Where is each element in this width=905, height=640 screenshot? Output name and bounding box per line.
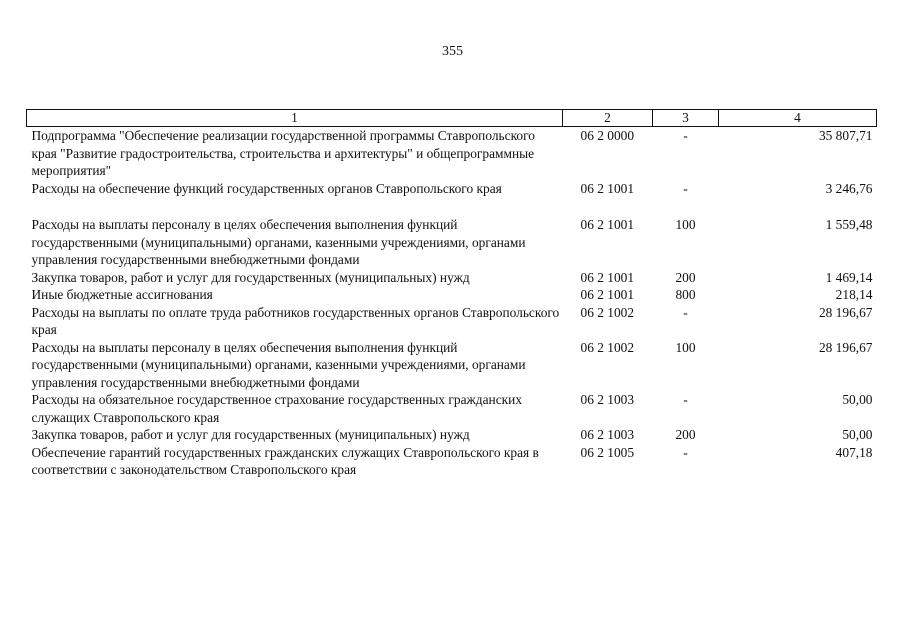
row-amount: 28 196,67	[818, 339, 873, 355]
table-row	[27, 426, 877, 444]
row-type: 200	[675, 269, 696, 285]
column-header-1: 1	[27, 110, 563, 127]
row-type: -	[683, 444, 688, 460]
table-row	[27, 391, 877, 426]
row-code: 06 2 1003	[580, 427, 635, 442]
row-amount: 28 196,67	[818, 304, 873, 320]
row-name: Подпрограмма "Обеспечение реализации государственной программы Ставропольского края "Развитие градостроительства, строительства и архитектуры" и общепрограммные мероприятия"	[31, 128, 535, 178]
table-header-row	[27, 110, 877, 127]
table-row	[27, 286, 877, 304]
table-row	[27, 339, 877, 392]
row-name: Расходы на выплаты персоналу в целях обеспечения выполнения функций государственными (муниципальными) органами, казенными учреждениями, органами управления государственными внебюджетными фондами	[31, 339, 526, 390]
row-code: 06 2 1002	[580, 339, 635, 355]
row-code: 06 2 1001	[580, 269, 635, 285]
row-type: 800	[675, 287, 696, 302]
row-amount: 50,00	[842, 392, 873, 407]
budget-table	[26, 109, 877, 479]
row-type: 100	[675, 217, 696, 232]
table-row	[27, 216, 877, 269]
row-name: Иные бюджетные ассигнования	[31, 287, 213, 302]
row-code: 06 2 1001	[580, 217, 635, 232]
row-name: Обеспечение гарантий государственных гражданских служащих Ставропольского края в соответствии с законодательством Ставропольского края	[31, 444, 539, 477]
row-name: Закупка товаров, работ и услуг для государственных (муниципальных) нужд	[31, 427, 470, 442]
row-type: -	[683, 128, 688, 143]
table-row	[27, 269, 877, 287]
row-code: 06 2 0000	[580, 128, 635, 143]
row-amount: 3 246,76	[825, 180, 873, 196]
row-code: 06 2 1002	[580, 304, 635, 320]
row-code: 06 2 1003	[580, 392, 635, 407]
row-code: 06 2 1001	[580, 287, 635, 302]
row-name: Расходы на выплаты по оплате труда работников государственных органов Ставропольского края	[31, 304, 560, 337]
row-name: Расходы на обязательное государственное страхование государственных гражданских служащих Ставропольского края	[31, 392, 523, 425]
table-row	[27, 180, 877, 217]
row-type: -	[683, 180, 688, 196]
row-name: Расходы на выплаты персоналу в целях обеспечения выполнения функций государственными (муниципальными) органами, казенными учреждениями, органами управления государственными внебюджетными фондами	[31, 217, 526, 267]
row-type: 200	[675, 427, 696, 442]
row-amount: 1 469,14	[825, 269, 873, 285]
row-name: Расходы на обеспечение функций государственных органов Ставропольского края	[31, 180, 502, 196]
row-amount: 407,18	[835, 444, 873, 460]
row-type: -	[683, 392, 688, 407]
table-row	[27, 304, 877, 339]
page-number: 355	[442, 44, 463, 59]
column-header-2: 2	[563, 110, 653, 127]
row-code: 06 2 1005	[580, 444, 635, 460]
row-name: Закупка товаров, работ и услуг для государственных (муниципальных) нужд	[31, 269, 470, 285]
row-type: -	[683, 304, 688, 320]
row-amount: 1 559,48	[825, 217, 873, 232]
row-amount: 50,00	[842, 427, 873, 442]
row-code: 06 2 1001	[580, 180, 635, 196]
table-row	[27, 127, 877, 180]
column-header-4: 4	[719, 110, 877, 127]
table-row	[27, 444, 877, 479]
row-amount: 35 807,71	[818, 128, 873, 143]
row-type: 100	[675, 339, 696, 355]
row-amount: 218,14	[835, 287, 873, 302]
column-header-3: 3	[653, 110, 719, 127]
